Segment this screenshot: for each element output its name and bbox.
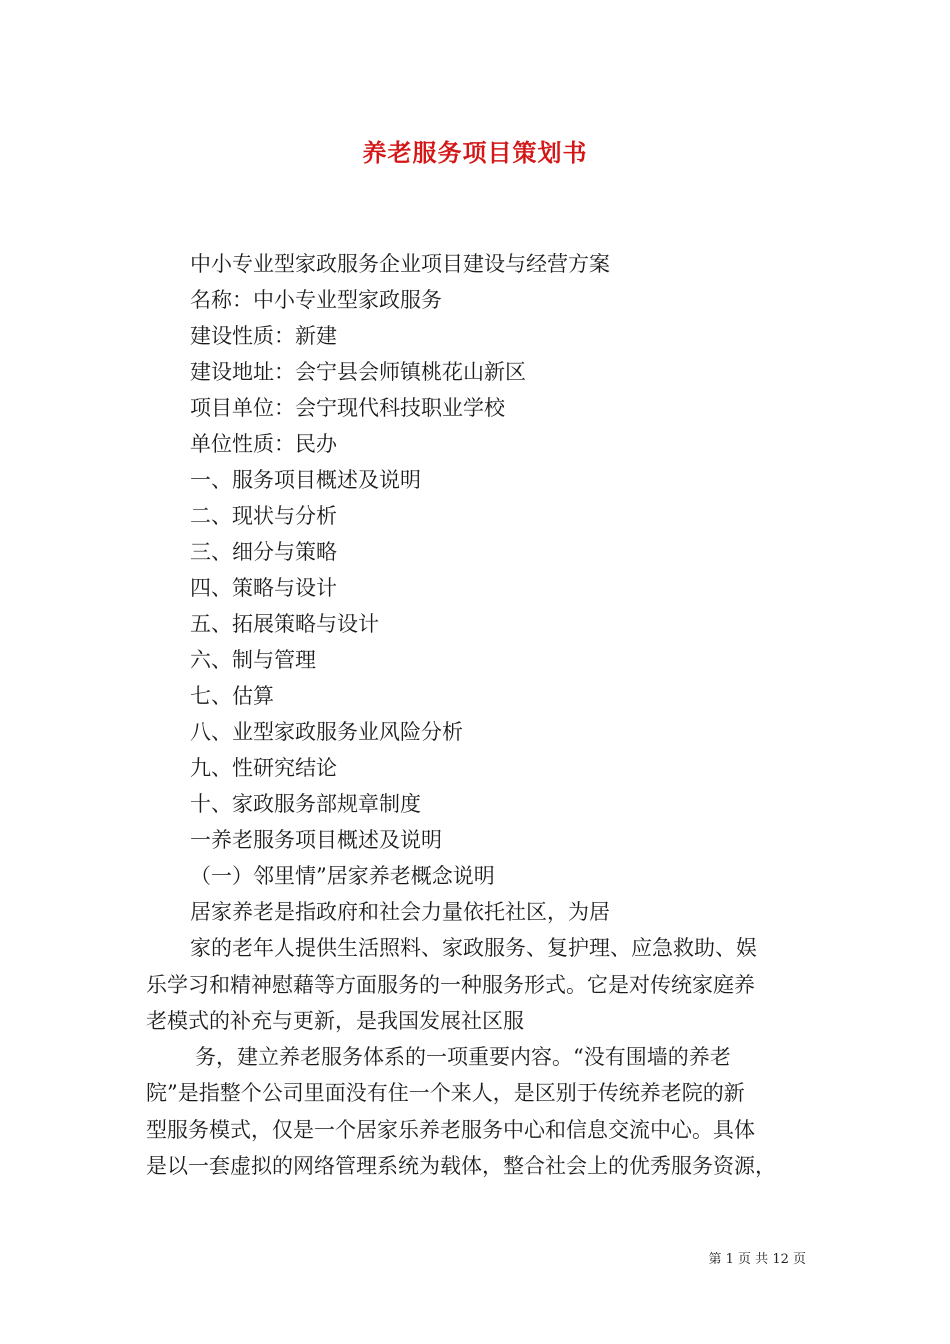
body-line: 老模式的补充与更新，是我国发展社区服 (146, 1008, 524, 1033)
body-line: 院”是指整个公司里面没有住一个来人，是区别于传统养老院的新 (146, 1081, 745, 1106)
document-title: 养老服务项目策划书 (362, 138, 588, 167)
body-line: 家的老年人提供生活照料、家政服务、复护理、应急救助、娱 (190, 936, 757, 961)
outline-line: 九、性研究结论 (190, 756, 337, 780)
outline-line: 四、策略与设计 (190, 576, 337, 600)
outline-line: 二、现状与分析 (190, 504, 337, 528)
body-line: 是以一套虚拟的网络管理系统为载体，整合社会上的优秀服务资源， (146, 1154, 776, 1179)
outline-line: 中小专业型家政服务企业项目建设与经营方案 (190, 252, 610, 276)
outline-section (190, 248, 830, 896)
page-number-footer: 第 1 页 共 12 页 (708, 1252, 806, 1267)
body-line: 务，建立养老服务体系的一项重要内容。“没有围墙的养老 (195, 1045, 731, 1070)
outline-line: 六、制与管理 (190, 648, 316, 672)
body-line: 乐学习和精神慰藉等方面服务的一种服务形式。它是对传统家庭养 (146, 972, 755, 997)
body-line: 居家养老是指政府和社会力量依托社区，为居 (190, 900, 610, 924)
outline-line: 名称：中小专业型家政服务 (190, 288, 442, 312)
body-line: 型服务模式，仅是一个居家乐养老服务中心和信息交流中心。具体 (146, 1117, 755, 1142)
outline-line: 建设性质：新建 (190, 324, 337, 348)
outline-line: 八、业型家政服务业风险分析 (190, 720, 463, 744)
outline-line: 一养老服务项目概述及说明 (190, 828, 442, 852)
body-paragraphs (146, 896, 816, 1186)
outline-line: 单位性质：民办 (190, 432, 337, 456)
outline-line: 项目单位：会宁现代科技职业学校 (190, 396, 505, 420)
outline-line: 三、细分与策略 (190, 540, 337, 564)
outline-line: 七、估算 (190, 684, 274, 708)
outline-line: 十、家政服务部规章制度 (190, 792, 421, 816)
outline-line: 建设地址：会宁县会师镇桃花山新区 (190, 360, 526, 384)
outline-line: 五、拓展策略与设计 (190, 612, 379, 636)
outline-line: （一）邻里情”居家养老概念说明 (190, 864, 495, 888)
outline-line: 一、服务项目概述及说明 (190, 468, 421, 492)
